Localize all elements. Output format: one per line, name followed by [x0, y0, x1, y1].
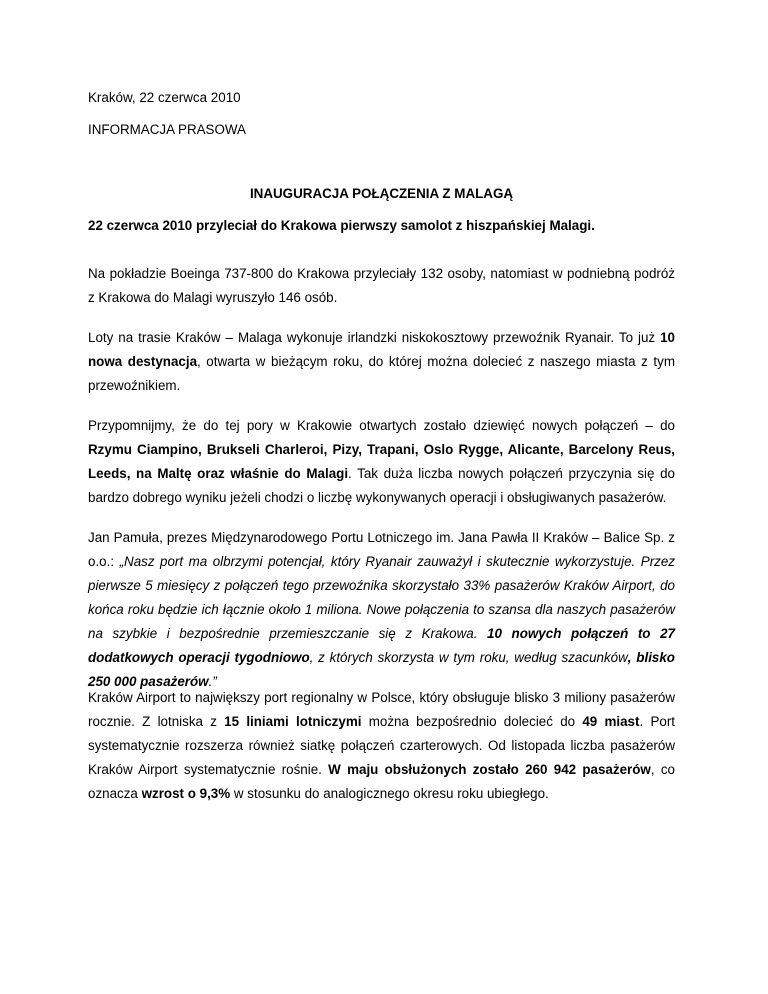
paragraph-4-quote [88, 526, 675, 694]
p3-text-a: Przypomnijmy, że do tej pory w Krakowie otwartych zostało dziewięć nowych połączeń – do [88, 418, 675, 433]
p3-text-c: . Tak duża liczba nowych połączeń przyczynia się do bardzo dobrego wyniku jeżeli chodzi o liczbę wykonywanych operacji i obsługiwanych pasażerów. [88, 466, 675, 505]
p4-bold-italic-2: , blisko 250 000 pasażerów [88, 650, 675, 689]
p2-text-c: , otwarta w bieżącym roku, do której można dolecieć z naszego miasta z tym przewoźnikiem. [88, 354, 675, 393]
p4-text-a: Jan Pamuła, prezes Międzynarodowego Portu Lotniczego im. Jana Pawła II Kraków – Balice Sp. z o.o.: [88, 530, 675, 569]
p5-text-e: , co oznacza [88, 762, 675, 801]
document-title: INAUGURACJA POŁĄCZENIA Z MALAGĄ [249, 186, 514, 201]
p3-bold-1: Rzymu Ciampino, Brukseli Charleroi, Pizy, Trapani, Oslo Rygge, Alicante, Barcelony Reus, Leeds, na Maltę oraz właśnie do Malagi [88, 442, 675, 481]
date-line: Kraków, 22 czerwca 2010 [88, 90, 241, 105]
p5-text-f: w stosunku do analogicznego okresu roku ubiegłego. [230, 786, 549, 801]
p4-italic-2: , z których skorzysta w tym roku, według szacunków [309, 650, 628, 665]
p5-bold-3: W maju obsłużonych zostało 260 942 pasażerów [328, 762, 651, 777]
lead-paragraph [88, 214, 675, 238]
p5-bold-4: wzrost o 9,3% [141, 786, 231, 801]
p5-bold-2: 49 miast [582, 714, 640, 729]
lead-text: 22 czerwca 2010 przyleciał do Krakowa pierwszy samolot z hiszpańskiej Malagi. [88, 218, 595, 233]
paragraph-5 [88, 686, 675, 806]
p5-text-a: Kraków Airport to największy port regionalny w Polsce, który obsługuje blisko 3 miliony pasażerów rocznie. Z lotniska z [88, 690, 675, 729]
p5-text-c: można bezpośrednio dolecieć do [361, 714, 583, 729]
p2-text-a: Loty na trasie Kraków – Malaga wykonuje irlandzki niskokosztowy przewoźnik Ryanair. To już [88, 330, 661, 345]
p5-bold-1: 15 liniami lotniczymi [224, 714, 362, 729]
title-wrap [88, 182, 675, 206]
paragraph-3 [88, 414, 675, 510]
p5-text-d: . Port systematycznie rozszerza również siatkę połączeń czarterowych. Od listopada liczba pasażerów Kraków Airport systematycznie rośnie. [88, 714, 675, 777]
p4-bold-italic-1: 10 nowych połączeń to 27 dodatkowych operacji tygodniowo [88, 626, 675, 665]
paragraph-1: Na pokładzie Boeinga 737-800 do Krakowa przyleciały 132 osoby, natomiast w podniebną podróż z Krakowa do Malagi wyruszyło 146 osób. [88, 266, 675, 305]
document-label: INFORMACJA PRASOWA [88, 122, 246, 137]
paragraph-2 [88, 326, 675, 398]
p2-bold-1: 10 nowa destynacja [88, 330, 675, 369]
p4-italic-1: „Nasz port ma olbrzymi potencjał, który Ryanair zauważył i skutecznie wykorzystuje. Przez pierwsze 5 miesięcy z połączeń tego przewoźnika skorzystało 33% pasażerów Kraków Airport, do końca roku będzie ich łącznie około 1 miliona. Nowe połączenia to szansa dla naszych pasażerów na szybkie i bezpośrednie przemieszczanie się z Krakowa. [88, 554, 675, 641]
p4-italic-3: .” [208, 674, 217, 689]
